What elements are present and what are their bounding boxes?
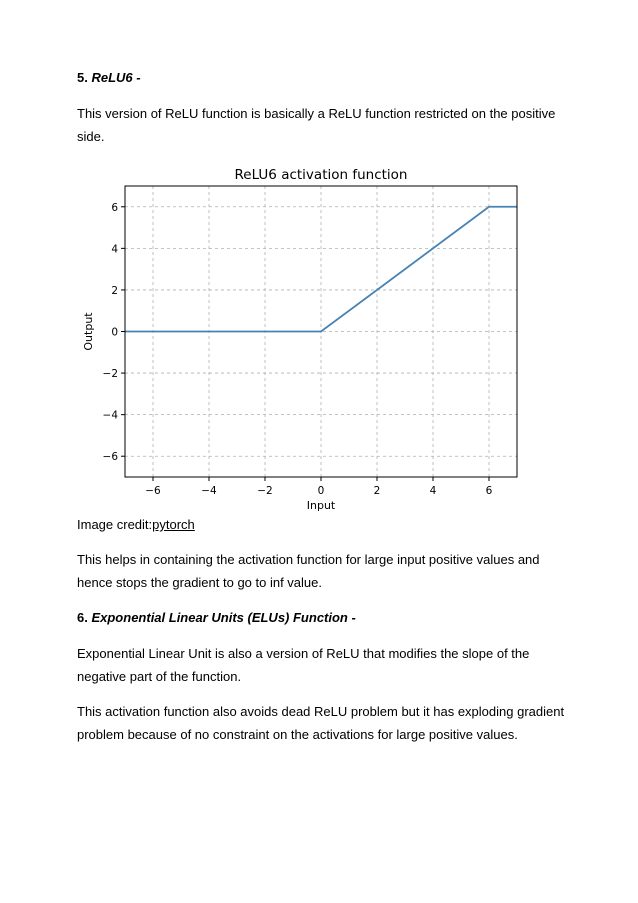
x-tick-label: −2 [257, 485, 273, 497]
x-axis-label: Input [306, 499, 336, 512]
pytorch-link[interactable]: pytorch [152, 517, 195, 532]
section-5-heading [77, 70, 141, 86]
section-6-title: Exponential Linear Units (ELUs) Function - [91, 610, 356, 625]
chart-title: ReLU6 activation function [234, 167, 408, 183]
relu6-chart [78, 160, 528, 520]
section-6-paragraph-1-line-2: negative part of the function. [77, 669, 242, 684]
y-tick-label: −2 [102, 368, 118, 381]
y-tick-label: 4 [111, 243, 118, 256]
x-tick-label: 4 [429, 485, 437, 497]
section-5-number: 5. [77, 70, 88, 85]
section-5-paragraph-1-line-2: side. [77, 129, 105, 144]
x-tick-label: 2 [373, 485, 381, 497]
section-5-paragraph-2-line-2: hence stops the gradient to go to inf value. [77, 575, 323, 590]
section-5-paragraph-2-line-1: This helps in containing the activation function for large input positive values and [77, 552, 540, 567]
x-tick-label: 0 [317, 485, 325, 497]
section-6-number: 6. [77, 610, 88, 625]
x-tick-label: −6 [145, 485, 161, 497]
section-6-paragraph-2-line-1: This activation function also avoids dead ReLU problem but it has exploding gradient [77, 704, 565, 719]
relu6-chart-svg [78, 160, 528, 520]
y-tick-label: 2 [111, 284, 118, 297]
image-credit [77, 517, 195, 533]
y-tick-label: −4 [102, 409, 118, 422]
section-6-paragraph-2-line-2: problem because of no constraint on the activations for large positive values. [77, 727, 518, 742]
y-axis-label: Output [82, 312, 95, 351]
y-tick-label: 0 [111, 326, 118, 339]
y-tick-label: 6 [111, 201, 118, 214]
section-5-paragraph-1-line-1: This version of ReLU function is basically a ReLU function restricted on the positive [77, 106, 556, 121]
section-6-paragraph-1-line-1: Exponential Linear Unit is also a version of ReLU that modifies the slope of the [77, 646, 530, 661]
image-credit-prefix: Image credit: [77, 517, 153, 532]
section-5-title: ReLU6 - [91, 70, 141, 85]
section-6-heading [77, 610, 356, 626]
x-tick-label: 6 [485, 485, 493, 497]
y-tick-label: −6 [102, 451, 118, 464]
x-tick-label: −4 [201, 485, 217, 497]
